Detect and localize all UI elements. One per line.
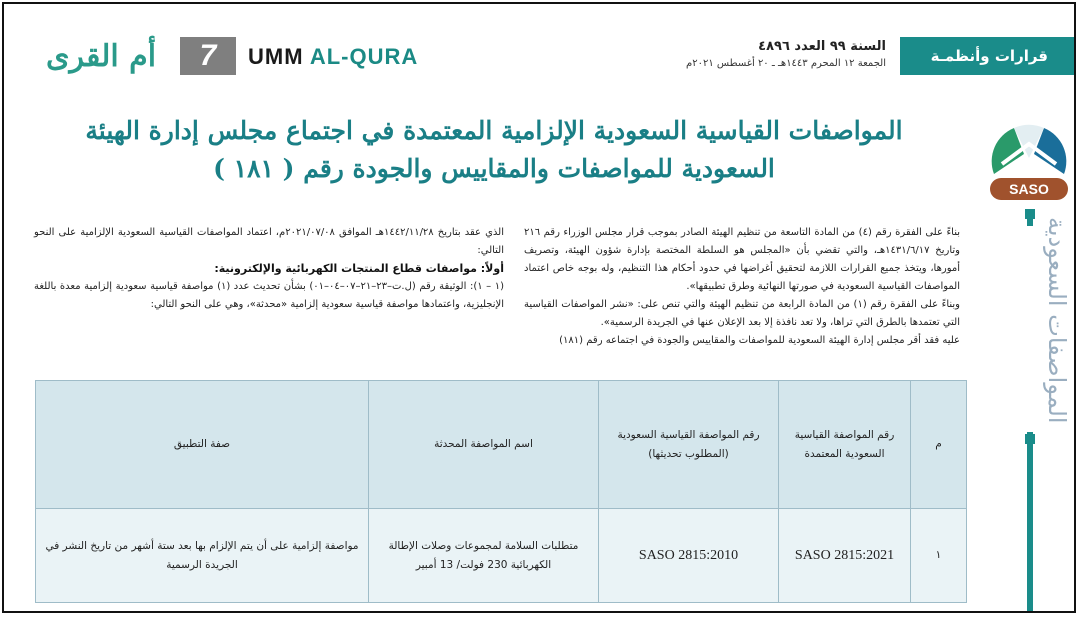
table-header-row (36, 381, 967, 509)
side-bar-gap (1027, 226, 1033, 432)
article-title (64, 112, 924, 188)
column-header-application: صفة التطبيق (36, 381, 369, 509)
publication-name-part1: UMM (248, 44, 304, 69)
issue-year-number: السنة ٩٩ العدد ٤٨٩٦ (758, 39, 886, 54)
article-title-line2: السعودية للمواصفات والمقاييس والجودة رقم ( ١٨١ ) (213, 154, 775, 183)
issue-info (664, 38, 886, 72)
saso-seal-icon (984, 114, 1074, 206)
issue-date: الجمعة ١٢ المحرم ١٤٤٣هـ ـ ٢٠ أغسطس ٢٠٢١م (686, 58, 886, 69)
seal-text: SASO (1009, 181, 1049, 197)
right-column (524, 224, 960, 350)
side-vertical-title: المواصفات السعودية (1043, 217, 1071, 424)
standards-table (35, 380, 967, 603)
left-subheading: أولاً: مواصفات قطاع المنتجات الكهربائية والإلكترونية: (214, 262, 504, 275)
right-paragraph-3: عليه فقد أقر مجلس إدارة الهيئة السعودية للمواصفات والمقاييس والجودة في اجتماعه رقم (١٨١) (559, 335, 960, 346)
article-title-line1: المواصفات القياسية السعودية الإلزامية المعتمدة في اجتماع مجلس إدارة الهيئة (85, 116, 903, 145)
column-header-number: م (911, 381, 967, 509)
right-paragraph-2: وبناءً على الفقرة رقم (١) من المادة الرابعة من تنظيم الهيئة والتي تنص على: «نشر المواصفات القياسية التي تعتمدها بالطرق التي تراها، ولا تعد نافذة إلا بعد الإعلان عنها في الجريدة الرسمية». (524, 299, 961, 328)
publication-name-part2: AL-QURA (309, 44, 419, 69)
side-marker-bottom (1025, 434, 1035, 444)
left-column (34, 224, 504, 314)
logo-text: أم القرى (45, 38, 157, 74)
left-paragraph-2: (١ – ١): الوثيقة رقم (ل.ت–٢٣–٢١–٠٧–٠٤–٠١) بشأن تحديث عدد (١) مواصفة قياسية سعودية إلزامية معدة باللغة الإنجليزية، واعتمادها مواصفة قياسية سعودية إلزامية «محدثة»، وهي على النحو التالي: (34, 281, 505, 310)
table-row (36, 509, 967, 603)
application-status: مواصفة إلزامية على أن يتم الإلزام بها بعد ستة أشهر من تاريخ النشر في الجريدة الرسمية (36, 509, 369, 603)
row-number: ١ (911, 509, 967, 603)
column-header-approved-standard: رقم المواصفة القياسية السعودية المعتمدة (779, 381, 911, 509)
section-label: قرارات وأنظمـة (900, 37, 1076, 75)
left-paragraph-1: الذي عقد بتاريخ ١٤٤٢/١١/٢٨هـ الموافق ٢٠٢١/٠٧/٠٨م، اعتماد المواصفات القياسية السعودية الإلزامية على النحو التالي: (34, 227, 504, 256)
right-paragraph-1: بناءً على الفقرة رقم (٤) من المادة التاسعة من تنظيم الهيئة الصادر بموجب قرار مجلس الوزراء رقم ٢١٦ وتاريخ ١٤٣١/٦/١٧هـ، والتي تقضي بأن «المجلس هو السلطة المختصة بإدارة شؤون الهيئة، وتصريف أمورها، ويتخذ جميع القرارات اللازمة لتحقيق أغراضها في حدود أحكام هذا التنظيم، وله بوجه خاص اعتماد المواصفات القياسية السعودية في صورتها النهائية وطرق تطبيقها». (524, 227, 961, 292)
page-number: 7 (180, 37, 236, 75)
publication-name (248, 44, 418, 70)
page-frame (2, 2, 1076, 613)
publication-logo (30, 34, 172, 78)
standard-name: متطلبات السلامة لمجموعات وصلات الإطالة الكهربائية 230 فولت/ 13 أمبير (369, 509, 599, 603)
column-header-standard-name: اسم المواصفة المحدثة (369, 381, 599, 509)
column-header-standard-to-update: رقم المواصفة القياسية السعودية (المطلوب تحديثها) (599, 381, 779, 509)
approved-standard-code: SASO 2815:2021 (779, 509, 911, 603)
standard-to-update-code: SASO 2815:2010 (599, 509, 779, 603)
